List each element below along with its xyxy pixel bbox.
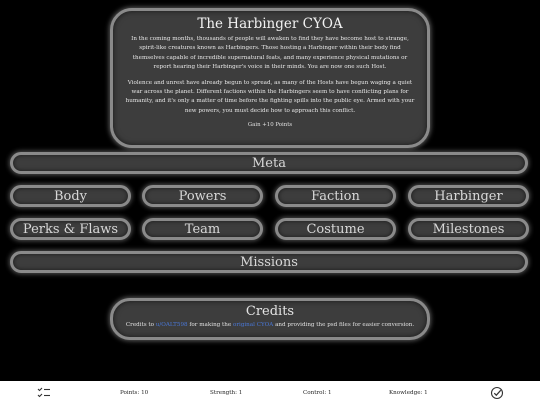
intro-paragraph-1: In the coming months, thousands of people will awaken to find they have become host to strange, spirit-like creatures known as Harbingers. Those hosting a Harbinger within their body find themselves capable of incredible supernatural feats, and many experience physical mutations or report hearing their Harbinger's voice in their minds. You are now one such Host. [131, 36, 409, 71]
meta-button[interactable]: Meta [10, 152, 528, 174]
bottom-bar [0, 381, 540, 405]
perks-flaws-button[interactable]: Perks & Flaws [10, 218, 131, 240]
milestones-button[interactable]: Milestones [408, 218, 529, 240]
credits-middle: for making the [189, 322, 232, 328]
credits-panel [110, 298, 430, 340]
team-button[interactable]: Team [142, 218, 263, 240]
intro-paragraph-2: Violence and unrest have already begun to spread, as many of the Hosts have begun waging a quiet war across the planet. Different factions within the Harbingers seem to have conflicting plans for humanity, and it's only a matter of time before the fighting spills into the public eye. Armed with your new powers, you must decide how to approach this conflict. [125, 79, 415, 114]
intro-panel [110, 8, 430, 148]
credits-line [113, 322, 427, 328]
gain-points-text: Gain +10 Points [247, 122, 293, 129]
knowledge-stat: Knowledge: 1 [389, 390, 428, 396]
page-title: The Harbinger CYOA [197, 16, 343, 32]
original-cyoa-link[interactable]: original CYOA [232, 322, 274, 328]
powers-button[interactable]: Powers [142, 185, 263, 207]
control-stat: Control: 1 [303, 390, 332, 396]
check-circle-icon[interactable] [490, 386, 504, 400]
author-link[interactable]: u/OALT598 [155, 322, 188, 328]
credits-suffix: and providing the psd files for easier conversion. [275, 322, 415, 328]
strength-stat: Strength: 1 [210, 390, 243, 396]
points-stat: Points: 10 [120, 390, 149, 396]
missions-button[interactable]: Missions [10, 251, 528, 273]
faction-button[interactable]: Faction [275, 185, 396, 207]
list-checks-icon[interactable] [37, 386, 51, 400]
costume-button[interactable]: Costume [275, 218, 396, 240]
body-button[interactable]: Body [10, 185, 131, 207]
credits-prefix: Credits to [125, 322, 155, 328]
harbinger-button[interactable]: Harbinger [408, 185, 529, 207]
credits-title: Credits [245, 304, 295, 319]
